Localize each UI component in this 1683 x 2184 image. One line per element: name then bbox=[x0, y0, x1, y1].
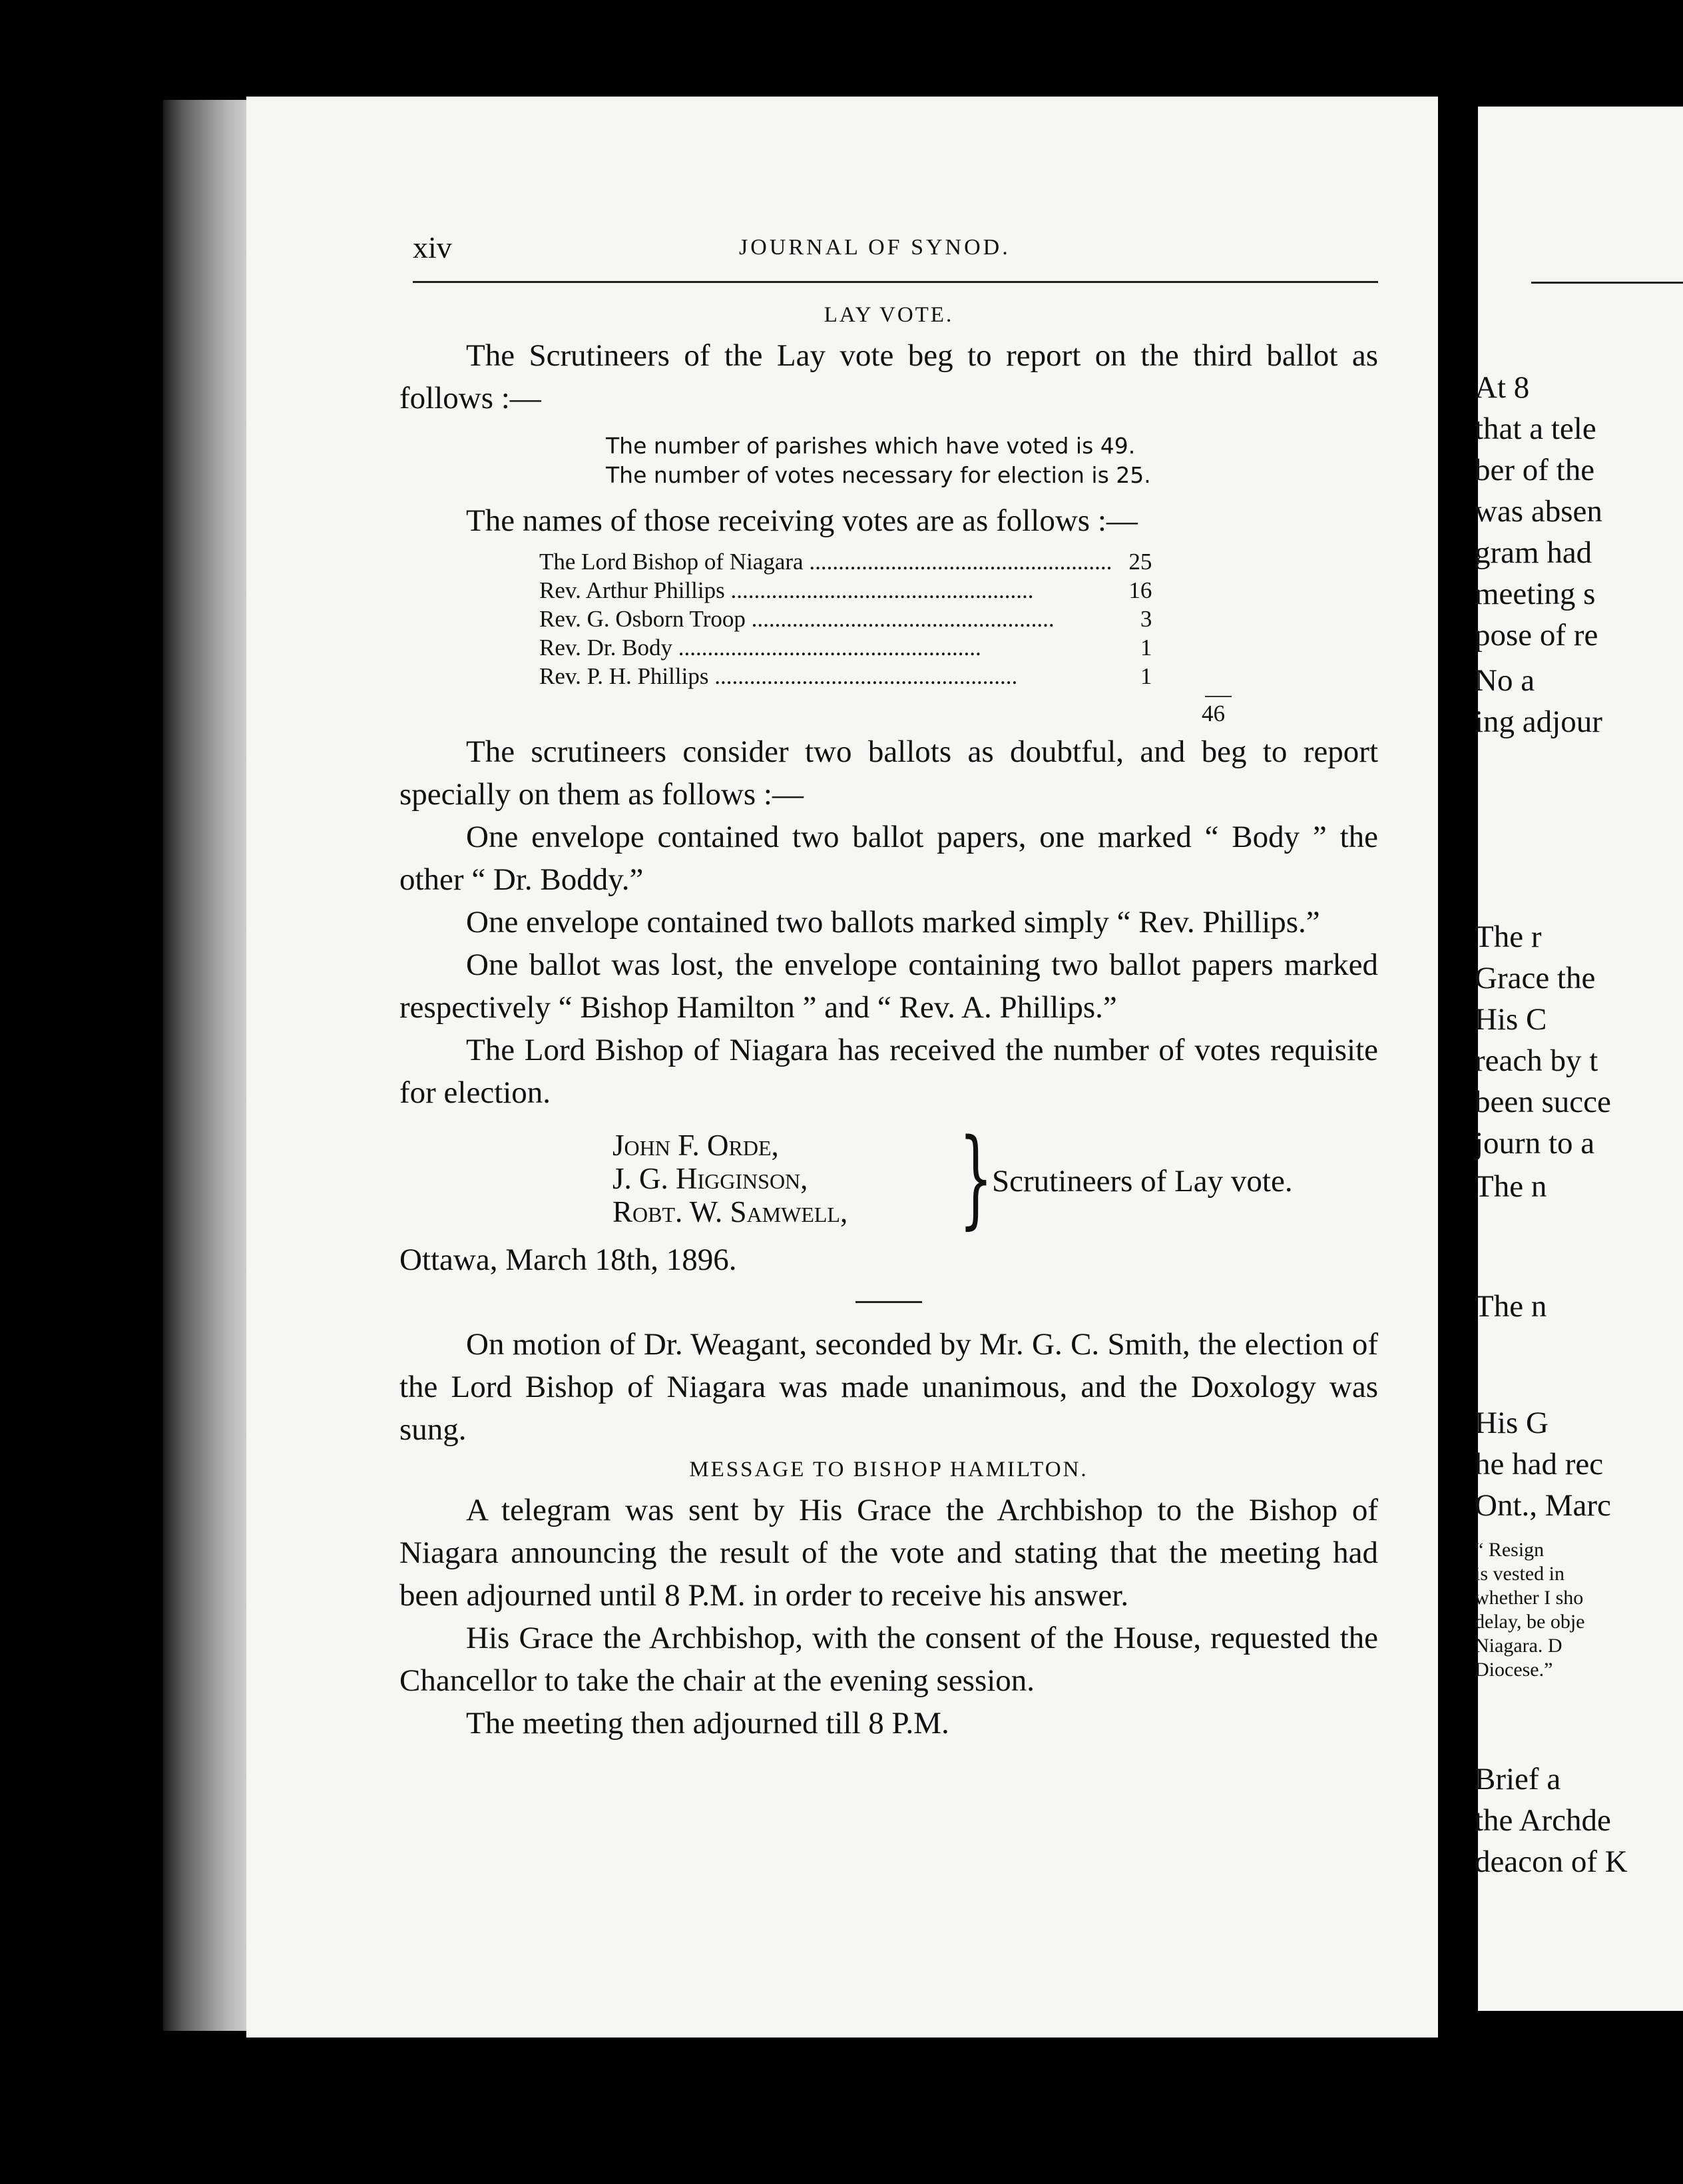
right-small-line: whether I sho bbox=[1475, 1587, 1584, 1609]
motion-paragraph: On motion of Dr. Weagant, seconded by Mr. G. C. Smith, the election of the Lord Bishop of Niagara was made unanimous, and the Doxology was sung. bbox=[399, 1327, 1378, 1447]
right-line: he had rec bbox=[1475, 1447, 1604, 1482]
right-small-line: is vested in bbox=[1475, 1563, 1564, 1585]
right-line: ing adjour bbox=[1475, 704, 1602, 739]
header-rule bbox=[413, 281, 1378, 283]
vote-count: 3 bbox=[1140, 606, 1152, 632]
page-body bbox=[399, 296, 1378, 1745]
right-line: His C bbox=[1475, 1002, 1547, 1037]
names-intro: The names of those receiving votes are as follows :— bbox=[466, 503, 1138, 538]
vote-count: 1 bbox=[1140, 663, 1152, 689]
vote-count: 25 bbox=[1128, 549, 1152, 575]
vote-count: 16 bbox=[1128, 577, 1152, 603]
page-number: xiv bbox=[413, 230, 452, 264]
stat-necessary: The number of votes necessary for election is 25. bbox=[606, 462, 1151, 488]
right-line: deacon of K bbox=[1475, 1844, 1628, 1879]
vote-table bbox=[539, 547, 1152, 690]
dateline: Ottawa, March 18th, 1896. bbox=[399, 1242, 737, 1277]
right-small-line: Diocese.” bbox=[1475, 1659, 1553, 1681]
vote-row: Rev. Dr. Body .................................................... 1 bbox=[539, 635, 1152, 661]
candidate-name: Rev. Arthur Phillips bbox=[539, 577, 725, 603]
running-head bbox=[413, 230, 1378, 270]
result-paragraph: The Lord Bishop of Niagara has received the number of votes requisite for election. bbox=[399, 1033, 1378, 1110]
vote-row: The Lord Bishop of Niagara .................................................... 25 bbox=[539, 549, 1152, 575]
candidate-name: Rev. P. H. Phillips bbox=[539, 663, 709, 689]
vote-row: Rev. P. H. Phillips .................................................... 1 bbox=[539, 663, 1152, 689]
right-line: The r bbox=[1475, 920, 1542, 954]
vote-count: 1 bbox=[1140, 635, 1152, 661]
signers-caption: Scrutineers of Lay vote. bbox=[992, 1164, 1293, 1199]
brace: } bbox=[959, 1115, 993, 1240]
right-line: The n bbox=[1475, 1289, 1547, 1324]
signature-block bbox=[612, 1115, 1378, 1240]
section-divider bbox=[855, 1301, 922, 1303]
right-line: gram had bbox=[1475, 535, 1592, 570]
lost-ballot-paragraph: One ballot was lost, the envelope containing two ballot papers marked respectively “ Bishop Hamilton ” and “ Rev. A. Phillips.” bbox=[399, 948, 1378, 1025]
book-edge bbox=[163, 100, 256, 2031]
right-line: Ont., Marc bbox=[1475, 1488, 1611, 1523]
envelope-paragraph-2: One envelope contained two ballots marked simply “ Rev. Phillips.” bbox=[466, 905, 1320, 940]
envelope-paragraph-1: One envelope contained two ballot papers, one marked “ Body ” the other “ Dr. Boddy.” bbox=[399, 820, 1378, 897]
lay-vote-heading: LAY VOTE. bbox=[824, 303, 954, 327]
right-line: the Archde bbox=[1475, 1803, 1611, 1838]
right-line: His G bbox=[1475, 1406, 1549, 1440]
adjourned-paragraph: The meeting then adjourned till 8 P.M. bbox=[466, 1706, 949, 1741]
signer-name: Robt. W. Samwell, bbox=[612, 1195, 848, 1228]
right-line: Brief a bbox=[1475, 1762, 1561, 1796]
right-small-line: “ Resign bbox=[1475, 1539, 1545, 1561]
vote-row: Rev. G. Osborn Troop .................................................... 3 bbox=[539, 606, 1152, 632]
running-title: JOURNAL OF SYNOD. bbox=[739, 235, 1011, 260]
right-line: journ to a bbox=[1475, 1126, 1595, 1161]
gutter bbox=[1438, 97, 1478, 2014]
report-intro: The Scrutineers of the Lay vote beg to report on the third ballot as follows :— bbox=[399, 338, 1378, 415]
right-page-rule bbox=[1531, 282, 1683, 284]
right-line: The n bbox=[1475, 1169, 1547, 1204]
signer-name: John F. Orde, bbox=[612, 1129, 779, 1162]
chancellor-paragraph: His Grace the Archbishop, with the consent of the House, requested the Chancellor to take the chair at the evening session. bbox=[399, 1621, 1378, 1698]
stat-parishes: The number of parishes which have voted is 49. bbox=[606, 433, 1136, 459]
message-heading: MESSAGE TO BISHOP HAMILTON. bbox=[689, 1458, 1088, 1482]
right-line: reach by t bbox=[1475, 1043, 1598, 1078]
signer-name: J. G. Higginson, bbox=[612, 1162, 808, 1195]
doubtful-paragraph: The scrutineers consider two ballots as doubtful, and beg to report specially on them as follows :— bbox=[399, 734, 1378, 812]
right-small-line: delay, be obje bbox=[1475, 1611, 1585, 1633]
right-line: No a bbox=[1475, 663, 1535, 698]
right-line: At 8 bbox=[1475, 370, 1530, 405]
right-line: meeting s bbox=[1475, 577, 1596, 611]
candidate-name: The Lord Bishop of Niagara bbox=[539, 549, 804, 575]
vote-row: Rev. Arthur Phillips .................................................... 16 bbox=[539, 577, 1152, 603]
vote-total: 46 bbox=[1202, 700, 1225, 726]
right-line: been succe bbox=[1475, 1085, 1611, 1119]
right-line: Grace the bbox=[1475, 961, 1596, 995]
candidate-name: Rev. Dr. Body bbox=[539, 635, 672, 661]
telegram-paragraph: A telegram was sent by His Grace the Archbishop to the Bishop of Niagara announcing the result of the vote and stating that the meeting had been adjourned until 8 P.M. in order to receive his answer. bbox=[399, 1493, 1378, 1613]
candidate-name: Rev. G. Osborn Troop bbox=[539, 606, 746, 632]
right-line: pose of re bbox=[1475, 618, 1598, 653]
right-line: ber of the bbox=[1475, 453, 1595, 487]
right-line: that a tele bbox=[1475, 411, 1596, 446]
right-line: was absen bbox=[1475, 494, 1602, 529]
right-small-line: Niagara. D bbox=[1475, 1635, 1563, 1657]
